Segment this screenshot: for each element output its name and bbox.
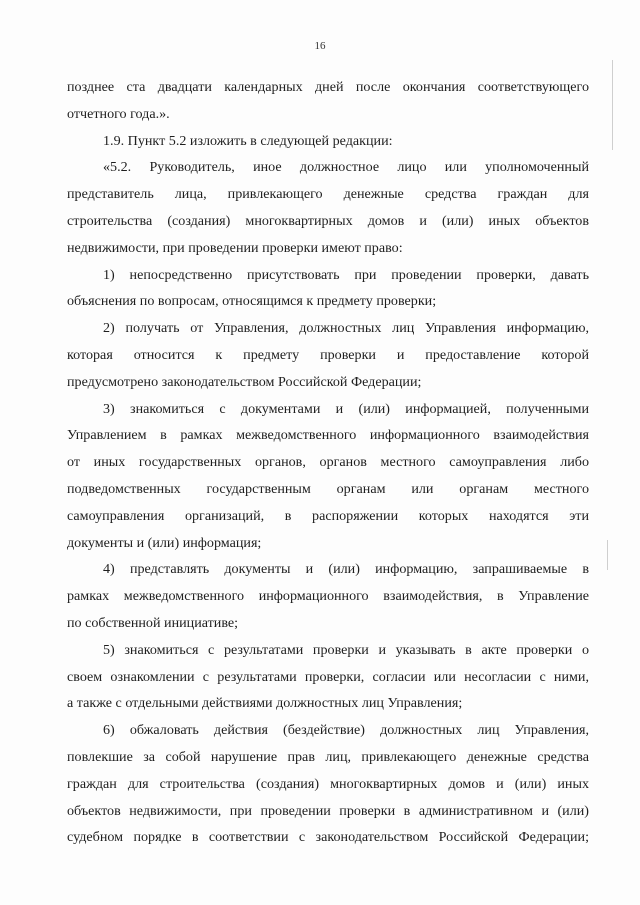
- text-line: предусмотрено законодательством Российской Федерации;: [67, 373, 422, 390]
- text-line: позднее ста двадцати календарных дней после окончания соответствующего: [67, 79, 589, 95]
- page-number: 16: [314, 40, 326, 52]
- text-line: подведомственных государственным органам или органам местного: [67, 480, 589, 497]
- text-line: самоуправления организаций, в распоряжении которых находятся эти: [67, 507, 589, 524]
- text-line: 6) обжаловать действия (бездействие) должностных лиц Управления,: [103, 722, 589, 739]
- text-line: объяснения по вопросам, относящимся к предмету проверки;: [67, 293, 437, 310]
- text-line: отчетного года.».: [67, 105, 170, 122]
- text-line: 1) непосредственно присутствовать при проведении проверки, давать: [103, 266, 589, 283]
- text-line: граждан для строительства (создания) многоквартирных домов и (или) иных: [67, 775, 589, 792]
- text-line: судебном порядке в соответствии с законодательством Российской Федерации;: [67, 829, 589, 846]
- text-line: 3) знакомиться с документами и (или) информацией, полученными: [103, 400, 589, 417]
- text-line: строительства (создания) многоквартирных домов и (или) иных объектов: [67, 212, 589, 229]
- body-text: [67, 74, 589, 851]
- text-line: «5.2. Руководитель, иное должностное лицо или уполномоченный: [103, 159, 589, 176]
- text-line: рамках межведомственного информационного взаимодействия, в Управление: [67, 588, 589, 605]
- text-line: представитель лица, привлекающего денежные средства граждан для: [67, 186, 589, 203]
- text-line: объектов недвижимости, при проведении проверки в административном и (или): [67, 802, 589, 819]
- scan-artifact: [612, 60, 613, 150]
- text-line: повлекшие за собой нарушение прав лиц, привлекающего денежные средства: [67, 748, 589, 765]
- text-line: которая относится к предмету проверки и предоставление которой: [67, 346, 589, 363]
- text-line: от иных государственных органов, органов местного самоуправления либо: [67, 454, 589, 471]
- text-line: документы и (или) информация;: [67, 534, 262, 551]
- text-line: Управлением в рамках межведомственного информационного взаимодействия: [67, 427, 589, 444]
- text-line: 5) знакомиться с результатами проверки и указывать в акте проверки о: [103, 641, 589, 658]
- text-line: 4) представлять документы и (или) информацию, запрашиваемые в: [103, 561, 589, 578]
- text-line: по собственной инициативе;: [67, 614, 239, 631]
- text-line: своем ознакомлении с результатами проверки, согласии или несогласии с ними,: [67, 668, 589, 685]
- text-line: 1.9. Пункт 5.2 изложить в следующей редакции:: [103, 132, 393, 149]
- text-line: недвижимости, при проведении проверки имеют право:: [67, 239, 403, 256]
- text-line: 2) получать от Управления, должностных лиц Управления информацию,: [103, 320, 589, 337]
- text-line: а также с отдельными действиями должностных лиц Управления;: [67, 695, 463, 712]
- scan-artifact: [607, 540, 608, 570]
